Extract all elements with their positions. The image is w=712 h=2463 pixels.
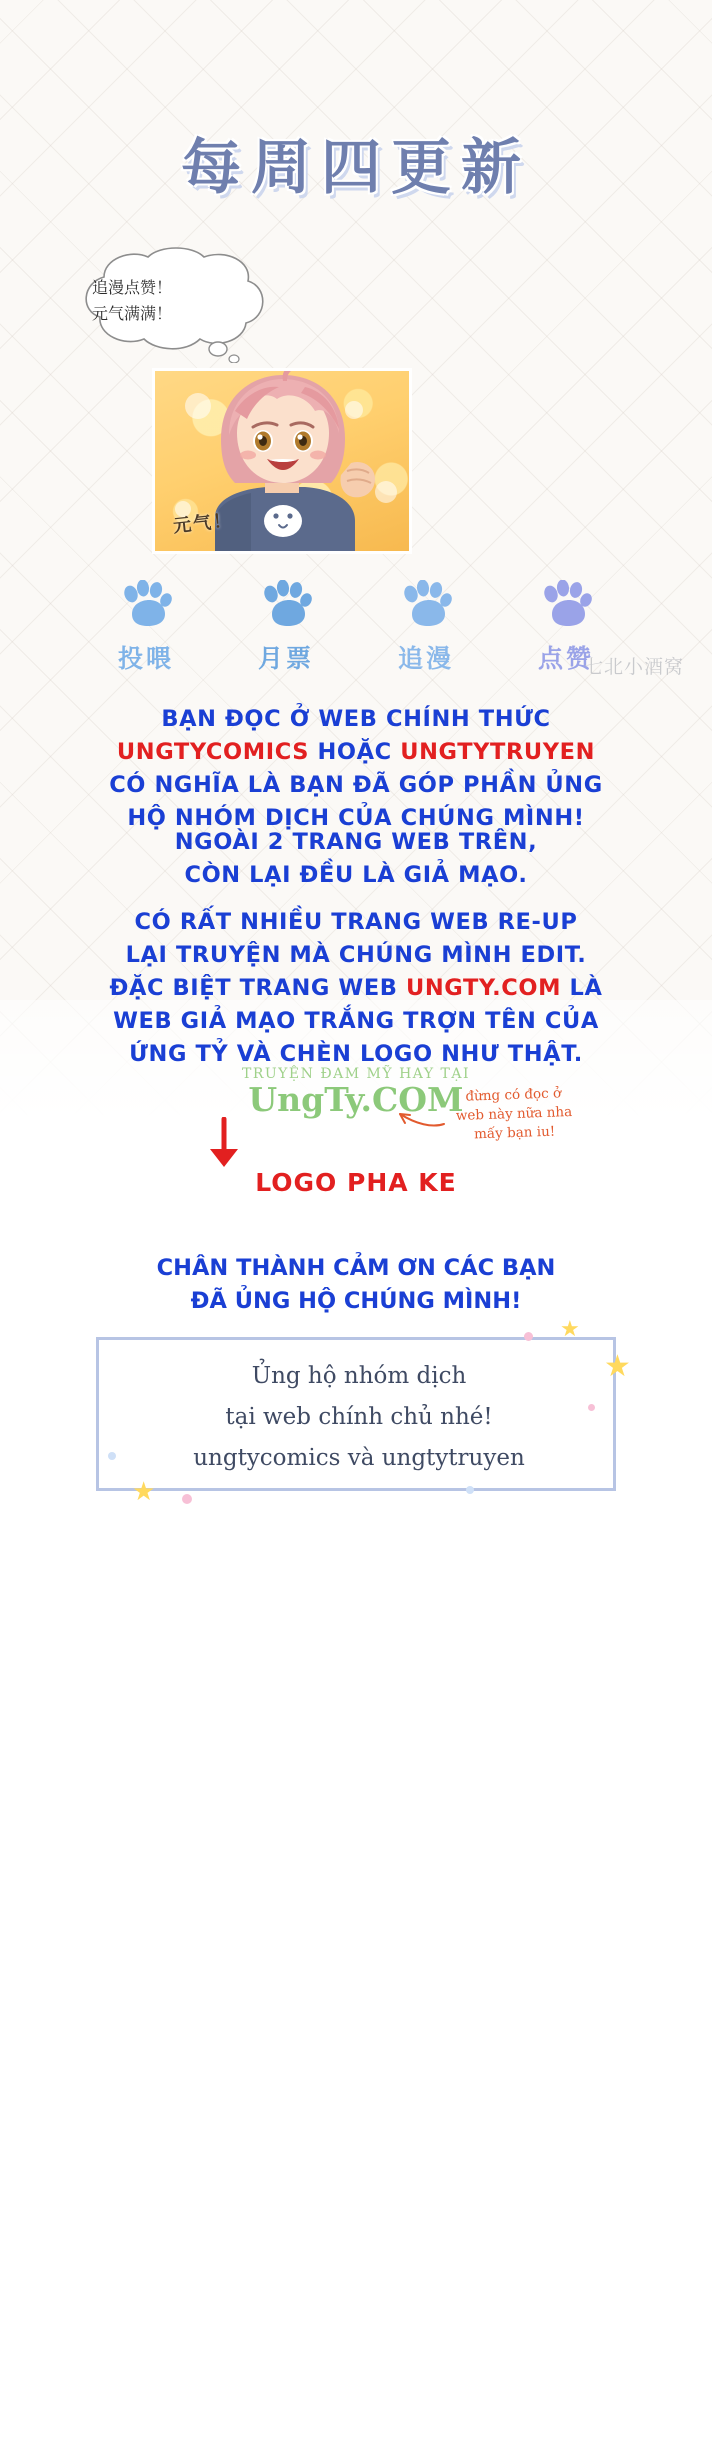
thanks-line-1: CHÂN THÀNH CẢM ƠN CÁC BẠN xyxy=(156,1255,556,1281)
paw-label-1: 月票 xyxy=(257,644,314,673)
notice-paragraph-2 xyxy=(0,826,712,892)
note-line-3: mấy bạn iu! xyxy=(473,1123,556,1143)
paw-item-1[interactable] xyxy=(231,580,341,675)
official-site-1: UNGTYCOMICS xyxy=(116,739,310,765)
paw-icon xyxy=(538,580,594,628)
notice-line: HỘ NHÓM DỊCH CỦA CHÚNG MÌNH! xyxy=(127,805,585,831)
dot-decoration xyxy=(588,1404,595,1411)
star-decoration: ★ xyxy=(132,1476,156,1506)
fake-logo-main-text: UngTy.COM xyxy=(248,1080,464,1119)
star-decoration: ★ xyxy=(604,1350,631,1383)
handwritten-note xyxy=(423,1083,605,1146)
thanks-block xyxy=(0,1252,712,1318)
down-arrow-icon xyxy=(204,1117,244,1169)
paw-label-2: 追漫 xyxy=(397,644,454,673)
illustration-panel xyxy=(152,368,412,554)
notice-line: NGOÀI 2 TRANG WEB TRÊN, xyxy=(174,829,538,855)
note-line-1: đừng có đọc ở xyxy=(465,1085,562,1105)
note-line-2: web này nữa nha xyxy=(455,1103,573,1125)
notice-text: LÀ xyxy=(561,975,603,1001)
conjunction: HOẶC xyxy=(309,739,401,765)
fake-site-name: UNGTY.COM xyxy=(406,975,562,1001)
fake-logo-sample xyxy=(0,1066,712,1119)
paw-icon xyxy=(398,580,454,628)
official-site-2: UNGTYTRUYEN xyxy=(400,739,596,765)
dot-decoration xyxy=(524,1332,533,1341)
support-card xyxy=(96,1337,616,1491)
artist-watermark: 七北小酒窝 xyxy=(583,656,684,678)
speech-bubble-text xyxy=(92,275,262,327)
support-line-1: Ủng hộ nhóm dịch xyxy=(251,1363,467,1389)
bubble-line-2: 元气满满！ xyxy=(92,304,173,323)
support-card-text xyxy=(99,1340,619,1494)
background-white-fade xyxy=(0,1000,712,2463)
fake-logo-top-text: TRUYỆN ĐAM MỸ HAY TẠI xyxy=(242,1066,470,1082)
star-decoration: ★ xyxy=(560,1316,580,1341)
bubble-line-1: 追漫点赞！ xyxy=(92,278,173,297)
notice-text: ĐẶC BIỆT TRANG WEB xyxy=(109,975,406,1001)
notice-paragraph-3 xyxy=(0,906,712,1071)
paw-icon xyxy=(258,580,314,628)
dot-decoration xyxy=(182,1494,192,1504)
notice-line: CÒN LẠI ĐỀU LÀ GIẢ MẠO. xyxy=(184,862,528,888)
notice-line: CÓ RẤT NHIỀU TRANG WEB RE-UP xyxy=(134,909,578,935)
speech-bubble xyxy=(68,243,280,363)
support-line-2: tại web chính chủ nhé! xyxy=(225,1404,493,1430)
paw-label-3: 点赞 xyxy=(537,644,594,673)
notice-line: WEB GIẢ MẠO TRẮNG TRỢN TÊN CỦA xyxy=(113,1008,599,1034)
notice-line: LẠI TRUYỆN MÀ CHÚNG MÌNH EDIT. xyxy=(125,942,587,968)
panel-caption: 元气！ xyxy=(172,509,235,538)
notice-paragraph-1 xyxy=(0,703,712,835)
notice-line: BẠN ĐỌC Ở WEB CHÍNH THỨC xyxy=(161,706,551,732)
paw-icon xyxy=(118,580,174,628)
paw-item-2[interactable] xyxy=(371,580,481,675)
page-title: 每周四更新 xyxy=(181,133,531,203)
notice-line: ỨNG TỶ VÀ CHÈN LOGO NHƯ THẬT. xyxy=(129,1041,583,1067)
notice-line: CÓ NGHĨA LÀ BẠN ĐÃ GÓP PHẦN ỦNG xyxy=(109,772,603,798)
dot-decoration xyxy=(466,1486,474,1494)
thanks-line-2: ĐÃ ỦNG HỘ CHÚNG MÌNH! xyxy=(190,1288,522,1314)
dot-decoration xyxy=(108,1452,116,1460)
paw-label-0: 投喂 xyxy=(117,644,174,673)
support-line-3: ungtycomics và ungtytruyen xyxy=(193,1445,525,1471)
notice-line-fake-site xyxy=(0,972,712,1005)
fake-logo-label: LOGO PHA KE xyxy=(255,1168,457,1197)
paw-item-0[interactable] xyxy=(91,580,201,675)
notice-line-websites xyxy=(0,736,712,769)
